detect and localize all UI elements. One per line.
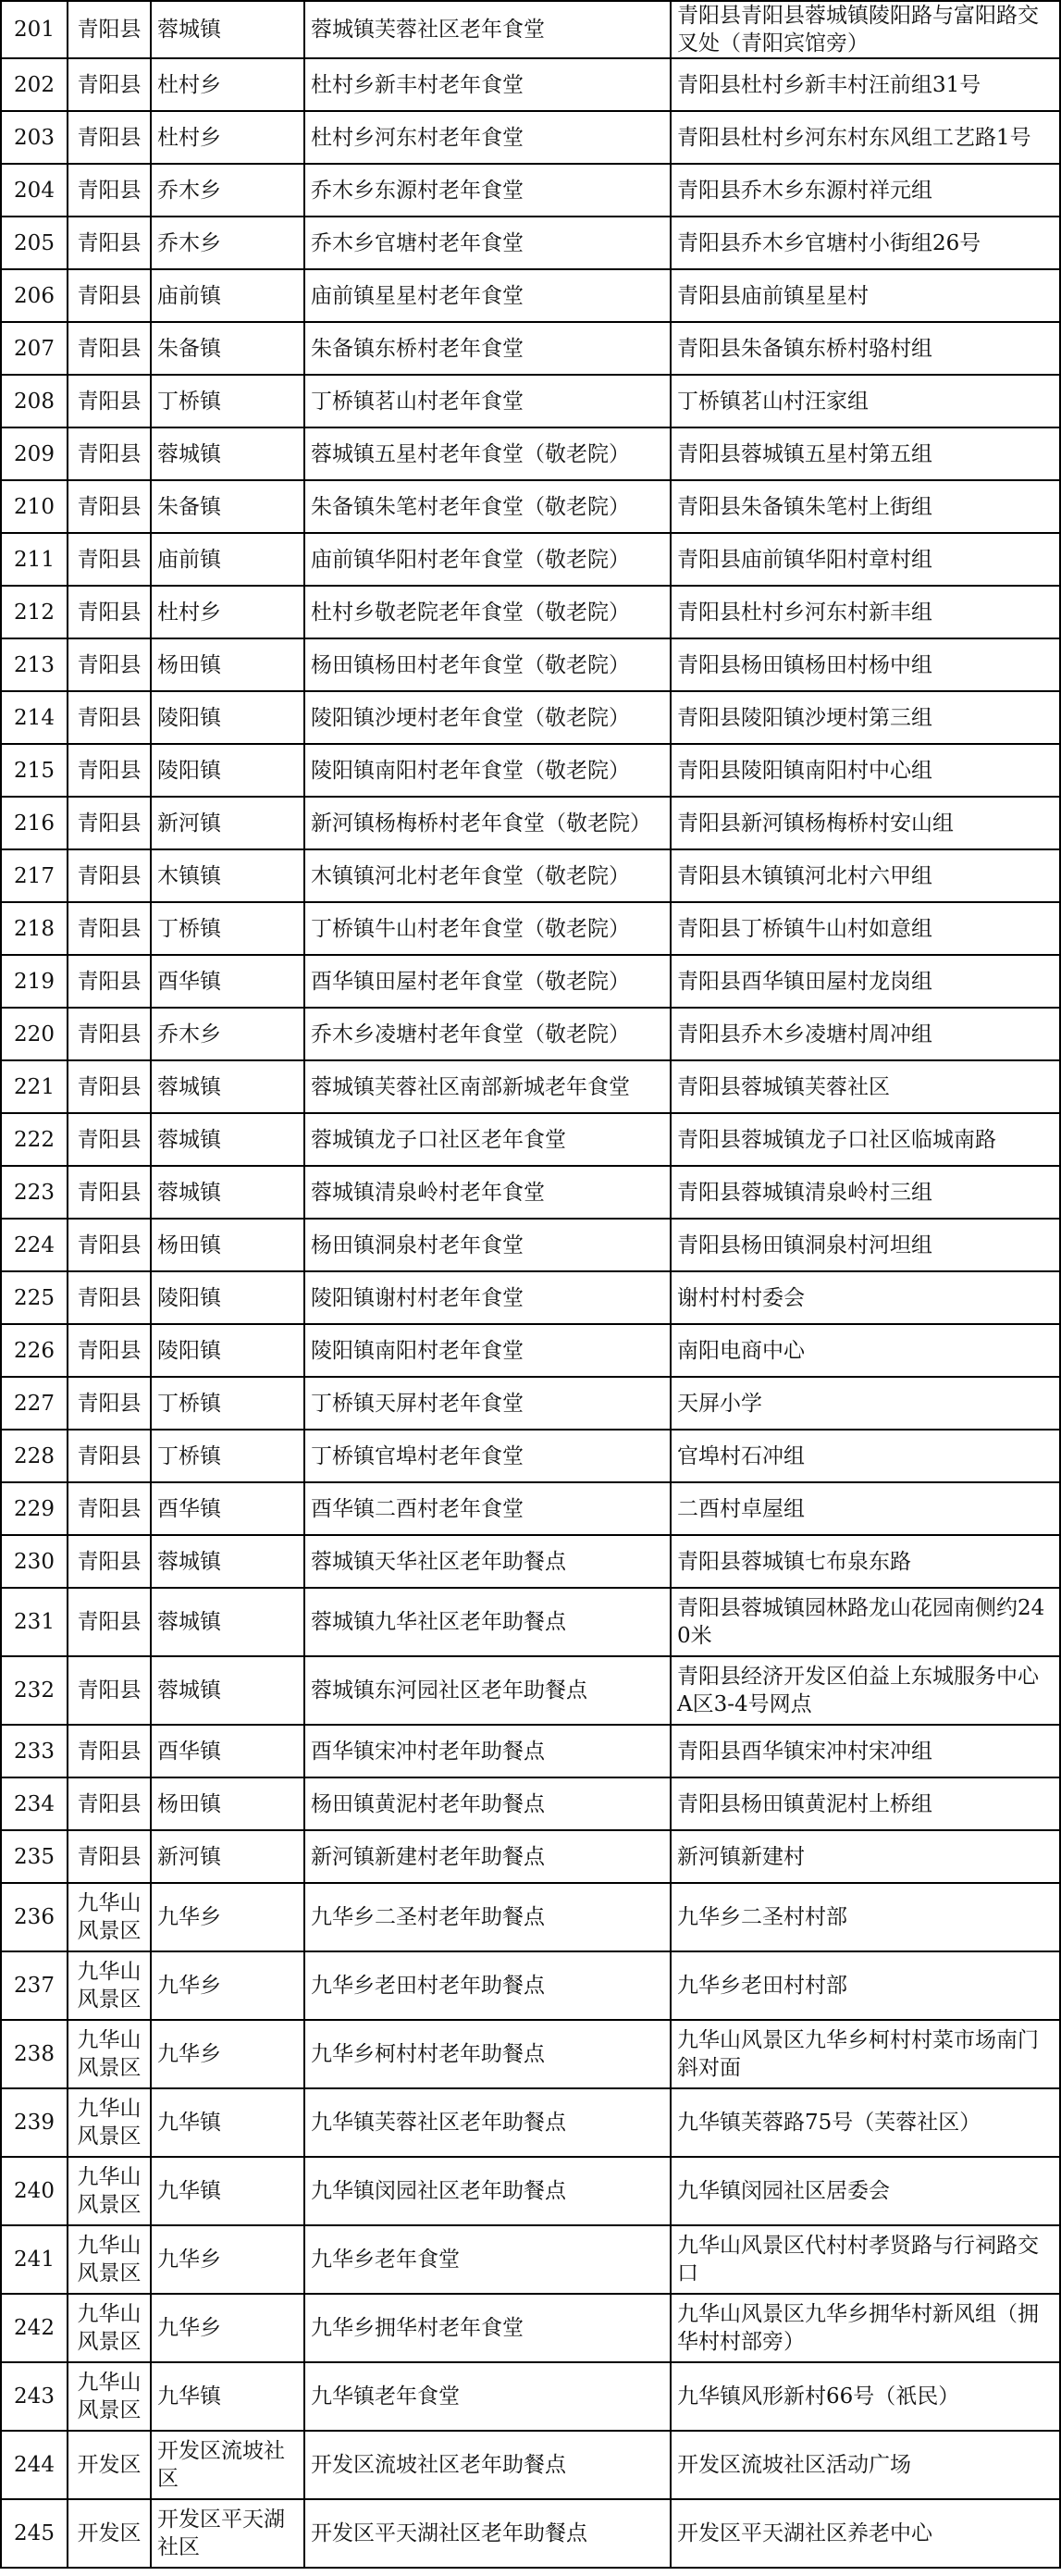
town-cell: 木镇镇 [151,849,304,902]
address-cell: 九华山风景区代村村孝贤路与行祠路交口 [671,2225,1060,2294]
canteen-name-cell: 陵阳镇南阳村老年食堂（敬老院） [304,744,671,797]
address-cell: 丁桥镇茗山村汪家组 [671,375,1060,427]
town-cell: 酉华镇 [151,1725,304,1777]
table-row [1,2431,1060,2499]
town-cell: 朱备镇 [151,322,304,375]
canteen-name-cell: 庙前镇华阳村老年食堂（敬老院） [304,533,671,586]
county-cell: 九华山风景区 [68,2362,151,2431]
canteen-name-cell: 朱备镇东桥村老年食堂 [304,322,671,375]
address-cell: 青阳县酉华镇宋冲村宋冲组 [671,1725,1060,1777]
canteen-name-cell: 杜村乡新丰村老年食堂 [304,58,671,111]
town-cell: 丁桥镇 [151,375,304,427]
address-cell: 九华镇芙蓉路75号（芙蓉社区） [671,2088,1060,2157]
county-cell: 青阳县 [68,1219,151,1271]
address-cell: 青阳县杨田镇杨田村杨中组 [671,638,1060,691]
canteen-name-cell: 乔木乡凌塘村老年食堂（敬老院） [304,1008,671,1060]
table-row [1,2499,1060,2568]
canteen-name-cell: 杜村乡河东村老年食堂 [304,111,671,164]
canteen-name-cell: 九华乡拥华村老年食堂 [304,2294,671,2362]
table-row [1,1830,1060,1883]
table-row [1,111,1060,164]
table-row [1,691,1060,744]
town-cell: 新河镇 [151,797,304,849]
town-cell: 蓉城镇 [151,1060,304,1113]
address-cell: 官埠村石冲组 [671,1430,1060,1482]
row-number-cell: 239 [1,2088,68,2157]
table-row [1,586,1060,638]
table-row [1,1588,1060,1656]
address-cell: 青阳县庙前镇星星村 [671,269,1060,322]
canteen-name-cell: 丁桥镇茗山村老年食堂 [304,375,671,427]
county-cell: 青阳县 [68,1,151,58]
town-cell: 蓉城镇 [151,427,304,480]
town-cell: 九华乡 [151,1951,304,2020]
town-cell: 九华乡 [151,2225,304,2294]
county-cell: 青阳县 [68,1166,151,1219]
town-cell: 九华乡 [151,1883,304,1951]
row-number-cell: 241 [1,2225,68,2294]
county-cell: 青阳县 [68,533,151,586]
address-cell: 青阳县经济开发区伯益上东城服务中心A区3-4号网点 [671,1656,1060,1725]
canteen-name-cell: 蓉城镇芙蓉社区老年食堂 [304,1,671,58]
table-row [1,1324,1060,1377]
town-cell: 乔木乡 [151,164,304,217]
county-cell: 青阳县 [68,691,151,744]
row-number-cell: 234 [1,1777,68,1830]
county-cell: 青阳县 [68,797,151,849]
address-cell: 开发区流坡社区活动广场 [671,2431,1060,2499]
row-number-cell: 240 [1,2157,68,2225]
table-row [1,1951,1060,2020]
county-cell: 青阳县 [68,744,151,797]
canteen-name-cell: 乔木乡官塘村老年食堂 [304,217,671,269]
table-row [1,1008,1060,1060]
table-row [1,1219,1060,1271]
canteen-name-cell: 开发区流坡社区老年助餐点 [304,2431,671,2499]
canteen-name-cell: 酉华镇田屋村老年食堂（敬老院） [304,955,671,1008]
canteen-name-cell: 九华乡二圣村老年助餐点 [304,1883,671,1951]
county-cell: 青阳县 [68,217,151,269]
row-number-cell: 222 [1,1113,68,1166]
table-row [1,1271,1060,1324]
address-cell: 青阳县杜村乡河东村新丰组 [671,586,1060,638]
canteen-name-cell: 九华乡柯村村老年助餐点 [304,2020,671,2088]
canteen-name-cell: 庙前镇星星村老年食堂 [304,269,671,322]
county-cell: 青阳县 [68,849,151,902]
canteen-name-cell: 蓉城镇龙子口社区老年食堂 [304,1113,671,1166]
town-cell: 陵阳镇 [151,1324,304,1377]
table-row [1,2088,1060,2157]
county-cell: 开发区 [68,2499,151,2568]
county-cell: 青阳县 [68,586,151,638]
county-cell: 青阳县 [68,1008,151,1060]
address-cell: 开发区平天湖社区养老中心 [671,2499,1060,2568]
county-cell: 青阳县 [68,1430,151,1482]
address-cell: 二酉村卓屋组 [671,1482,1060,1535]
row-number-cell: 217 [1,849,68,902]
county-cell: 青阳县 [68,902,151,955]
table-row [1,427,1060,480]
canteen-name-cell: 朱备镇朱笔村老年食堂（敬老院） [304,480,671,533]
county-cell: 青阳县 [68,111,151,164]
table-row [1,1060,1060,1113]
row-number-cell: 201 [1,1,68,58]
row-number-cell: 238 [1,2020,68,2088]
canteen-name-cell: 九华镇老年食堂 [304,2362,671,2431]
row-number-cell: 223 [1,1166,68,1219]
table-row [1,480,1060,533]
row-number-cell: 233 [1,1725,68,1777]
address-cell: 青阳县乔木乡东源村祥元组 [671,164,1060,217]
row-number-cell: 211 [1,533,68,586]
table-row [1,1656,1060,1725]
town-cell: 丁桥镇 [151,1430,304,1482]
table-row [1,1430,1060,1482]
town-cell: 九华乡 [151,2294,304,2362]
town-cell: 九华乡 [151,2020,304,2088]
county-cell: 青阳县 [68,1113,151,1166]
canteen-name-cell: 陵阳镇沙埂村老年食堂（敬老院） [304,691,671,744]
county-cell: 青阳县 [68,1377,151,1430]
county-cell: 九华山风景区 [68,1883,151,1951]
table-row [1,269,1060,322]
town-cell: 开发区流坡社区 [151,2431,304,2499]
address-cell: 九华镇闵园社区居委会 [671,2157,1060,2225]
row-number-cell: 212 [1,586,68,638]
county-cell: 青阳县 [68,1535,151,1588]
county-cell: 九华山风景区 [68,2088,151,2157]
row-number-cell: 243 [1,2362,68,2431]
county-cell: 九华山风景区 [68,2294,151,2362]
town-cell: 蓉城镇 [151,1656,304,1725]
canteen-name-cell: 新河镇新建村老年助餐点 [304,1830,671,1883]
canteen-name-cell: 九华镇芙蓉社区老年助餐点 [304,2088,671,2157]
row-number-cell: 214 [1,691,68,744]
county-cell: 青阳县 [68,1725,151,1777]
table-row [1,1482,1060,1535]
town-cell: 杨田镇 [151,1219,304,1271]
row-number-cell: 230 [1,1535,68,1588]
row-number-cell: 237 [1,1951,68,2020]
row-number-cell: 232 [1,1656,68,1725]
county-cell: 青阳县 [68,638,151,691]
town-cell: 丁桥镇 [151,902,304,955]
table-row [1,1883,1060,1951]
canteen-name-cell: 乔木乡东源村老年食堂 [304,164,671,217]
canteen-name-cell: 蓉城镇五星村老年食堂（敬老院） [304,427,671,480]
town-cell: 开发区平天湖社区 [151,2499,304,2568]
town-cell: 庙前镇 [151,533,304,586]
row-number-cell: 220 [1,1008,68,1060]
canteen-name-cell: 九华镇闵园社区老年助餐点 [304,2157,671,2225]
address-cell: 九华山风景区九华乡柯村村菜市场南门斜对面 [671,2020,1060,2088]
table-body [1,1,1060,2568]
county-cell: 青阳县 [68,269,151,322]
table-row [1,638,1060,691]
town-cell: 新河镇 [151,1830,304,1883]
row-number-cell: 206 [1,269,68,322]
address-cell: 青阳县杜村乡新丰村汪前组31号 [671,58,1060,111]
county-cell: 青阳县 [68,322,151,375]
canteen-name-cell: 蓉城镇芙蓉社区南部新城老年食堂 [304,1060,671,1113]
address-cell: 青阳县杨田镇洞泉村河坦组 [671,1219,1060,1271]
town-cell: 杨田镇 [151,1777,304,1830]
row-number-cell: 224 [1,1219,68,1271]
table-row [1,533,1060,586]
town-cell: 杜村乡 [151,586,304,638]
address-cell: 天屏小学 [671,1377,1060,1430]
town-cell: 陵阳镇 [151,1271,304,1324]
county-cell: 青阳县 [68,1324,151,1377]
canteen-name-cell: 杨田镇洞泉村老年食堂 [304,1219,671,1271]
town-cell: 陵阳镇 [151,691,304,744]
county-cell: 青阳县 [68,1777,151,1830]
row-number-cell: 229 [1,1482,68,1535]
address-cell: 青阳县新河镇杨梅桥村安山组 [671,797,1060,849]
row-number-cell: 218 [1,902,68,955]
address-cell: 青阳县蓉城镇七布泉东路 [671,1535,1060,1588]
canteen-name-cell: 开发区平天湖社区老年助餐点 [304,2499,671,2568]
row-number-cell: 204 [1,164,68,217]
row-number-cell: 205 [1,217,68,269]
county-cell: 九华山风景区 [68,2020,151,2088]
town-cell: 九华镇 [151,2157,304,2225]
town-cell: 蓉城镇 [151,1535,304,1588]
address-cell: 九华山风景区九华乡拥华村新风组（拥华村村部旁） [671,2294,1060,2362]
canteen-name-cell: 新河镇杨梅桥村老年食堂（敬老院） [304,797,671,849]
county-cell: 青阳县 [68,1271,151,1324]
address-cell: 青阳县蓉城镇园林路龙山花园南侧约240米 [671,1588,1060,1656]
table-row [1,1377,1060,1430]
table-row [1,2020,1060,2088]
address-cell: 青阳县杜村乡河东村东风组工艺路1号 [671,111,1060,164]
town-cell: 杨田镇 [151,638,304,691]
table-row [1,375,1060,427]
table-row [1,2362,1060,2431]
town-cell: 蓉城镇 [151,1113,304,1166]
address-cell: 青阳县蓉城镇清泉岭村三组 [671,1166,1060,1219]
row-number-cell: 210 [1,480,68,533]
table-row [1,1535,1060,1588]
town-cell: 蓉城镇 [151,1166,304,1219]
canteen-name-cell: 蓉城镇清泉岭村老年食堂 [304,1166,671,1219]
county-cell: 九华山风景区 [68,2225,151,2294]
canteen-name-cell: 蓉城镇东河园社区老年助餐点 [304,1656,671,1725]
table-row [1,164,1060,217]
town-cell: 酉华镇 [151,1482,304,1535]
county-cell: 青阳县 [68,164,151,217]
canteen-name-cell: 杜村乡敬老院老年食堂（敬老院） [304,586,671,638]
canteen-name-cell: 木镇镇河北村老年食堂（敬老院） [304,849,671,902]
town-cell: 乔木乡 [151,217,304,269]
row-number-cell: 228 [1,1430,68,1482]
address-cell: 青阳县庙前镇华阳村章村组 [671,533,1060,586]
table-row [1,955,1060,1008]
address-cell: 青阳县蓉城镇龙子口社区临城南路 [671,1113,1060,1166]
address-cell: 青阳县蓉城镇芙蓉社区 [671,1060,1060,1113]
county-cell: 青阳县 [68,1588,151,1656]
county-cell: 青阳县 [68,1482,151,1535]
county-cell: 青阳县 [68,480,151,533]
canteen-name-cell: 酉华镇宋冲村老年助餐点 [304,1725,671,1777]
canteen-name-cell: 杨田镇杨田村老年食堂（敬老院） [304,638,671,691]
row-number-cell: 215 [1,744,68,797]
town-cell: 蓉城镇 [151,1588,304,1656]
address-cell: 青阳县乔木乡凌塘村周冲组 [671,1008,1060,1060]
county-cell: 青阳县 [68,427,151,480]
canteen-name-cell: 丁桥镇天屏村老年食堂 [304,1377,671,1430]
table-row [1,2225,1060,2294]
table-row [1,58,1060,111]
table-row [1,2294,1060,2362]
table-row [1,322,1060,375]
row-number-cell: 242 [1,2294,68,2362]
table-row [1,797,1060,849]
town-cell: 九华镇 [151,2088,304,2157]
address-cell: 南阳电商中心 [671,1324,1060,1377]
canteen-name-cell: 丁桥镇官埠村老年食堂 [304,1430,671,1482]
town-cell: 杜村乡 [151,111,304,164]
table-row [1,1777,1060,1830]
address-cell: 青阳县杨田镇黄泥村上桥组 [671,1777,1060,1830]
town-cell: 九华镇 [151,2362,304,2431]
table-row [1,1725,1060,1777]
row-number-cell: 227 [1,1377,68,1430]
table-row [1,2157,1060,2225]
county-cell: 青阳县 [68,1060,151,1113]
row-number-cell: 235 [1,1830,68,1883]
row-number-cell: 219 [1,955,68,1008]
county-cell: 九华山风景区 [68,2157,151,2225]
row-number-cell: 244 [1,2431,68,2499]
canteen-name-cell: 酉华镇二酉村老年食堂 [304,1482,671,1535]
row-number-cell: 231 [1,1588,68,1656]
address-cell: 青阳县陵阳镇沙埂村第三组 [671,691,1060,744]
row-number-cell: 236 [1,1883,68,1951]
row-number-cell: 203 [1,111,68,164]
address-cell: 谢村村村委会 [671,1271,1060,1324]
address-cell: 青阳县酉华镇田屋村龙岗组 [671,955,1060,1008]
table-row [1,217,1060,269]
row-number-cell: 208 [1,375,68,427]
address-cell: 九华镇风形新村66号（祇民） [671,2362,1060,2431]
canteen-name-cell: 陵阳镇谢村村老年食堂 [304,1271,671,1324]
town-cell: 朱备镇 [151,480,304,533]
row-number-cell: 221 [1,1060,68,1113]
row-number-cell: 213 [1,638,68,691]
town-cell: 蓉城镇 [151,1,304,58]
address-cell: 青阳县丁桥镇牛山村如意组 [671,902,1060,955]
address-cell: 新河镇新建村 [671,1830,1060,1883]
row-number-cell: 226 [1,1324,68,1377]
row-number-cell: 209 [1,427,68,480]
county-cell: 青阳县 [68,955,151,1008]
canteen-name-cell: 蓉城镇九华社区老年助餐点 [304,1588,671,1656]
address-cell: 青阳县陵阳镇南阳村中心组 [671,744,1060,797]
town-cell: 乔木乡 [151,1008,304,1060]
row-number-cell: 245 [1,2499,68,2568]
row-number-cell: 225 [1,1271,68,1324]
address-cell: 青阳县乔木乡官塘村小街组26号 [671,217,1060,269]
address-cell: 青阳县蓉城镇五星村第五组 [671,427,1060,480]
town-cell: 陵阳镇 [151,744,304,797]
table-row [1,1113,1060,1166]
address-cell: 青阳县朱备镇东桥村骆村组 [671,322,1060,375]
row-number-cell: 202 [1,58,68,111]
town-cell: 丁桥镇 [151,1377,304,1430]
address-cell: 青阳县木镇镇河北村六甲组 [671,849,1060,902]
table-row [1,1,1060,58]
county-cell: 青阳县 [68,1830,151,1883]
county-cell: 青阳县 [68,1656,151,1725]
county-cell: 九华山风景区 [68,1951,151,2020]
canteen-name-cell: 九华乡老田村老年助餐点 [304,1951,671,2020]
table-row [1,849,1060,902]
address-cell: 九华乡老田村村部 [671,1951,1060,2020]
canteen-name-cell: 九华乡老年食堂 [304,2225,671,2294]
address-cell: 青阳县朱备镇朱笔村上街组 [671,480,1060,533]
town-cell: 庙前镇 [151,269,304,322]
canteen-name-cell: 杨田镇黄泥村老年助餐点 [304,1777,671,1830]
county-cell: 青阳县 [68,58,151,111]
town-cell: 杜村乡 [151,58,304,111]
canteen-name-cell: 蓉城镇天华社区老年助餐点 [304,1535,671,1588]
canteen-name-cell: 陵阳镇南阳村老年食堂 [304,1324,671,1377]
table-row [1,902,1060,955]
row-number-cell: 216 [1,797,68,849]
table-row [1,744,1060,797]
canteen-name-cell: 丁桥镇牛山村老年食堂（敬老院） [304,902,671,955]
address-cell: 九华乡二圣村村部 [671,1883,1060,1951]
address-cell: 青阳县青阳县蓉城镇陵阳路与富阳路交叉处（青阳宾馆旁） [671,1,1060,58]
table-row [1,1166,1060,1219]
row-number-cell: 207 [1,322,68,375]
town-cell: 酉华镇 [151,955,304,1008]
county-cell: 青阳县 [68,375,151,427]
county-cell: 开发区 [68,2431,151,2499]
